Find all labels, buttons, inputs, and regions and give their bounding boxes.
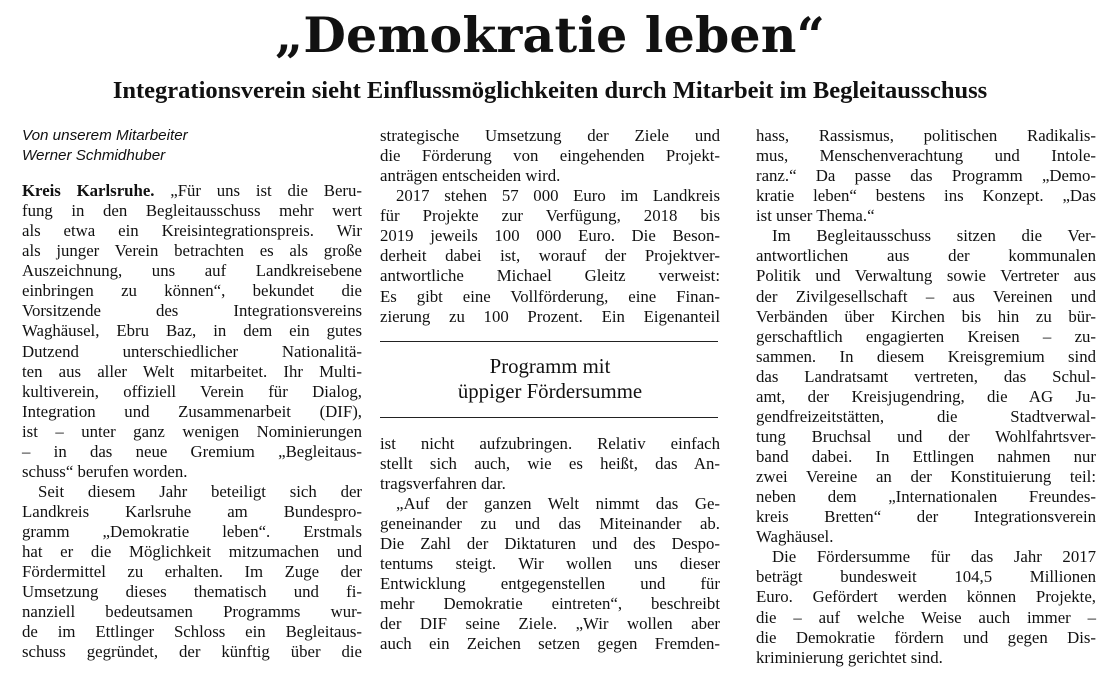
paragraph-line: Seit diesem Jahr beteiligt sich der bbox=[38, 481, 362, 501]
paragraph-line: tentums steigt. Wir wollen uns dieser bbox=[380, 554, 720, 573]
paragraph-line: Entwicklung entgegenstellen und für bbox=[380, 574, 720, 594]
paragraph-line: hass, Rassismus, politischen Radikalis- bbox=[756, 126, 1096, 145]
byline-author-name: Werner Schmidhuber bbox=[22, 147, 166, 164]
paragraph-line: nanziell bedeutsamen Programms wur- bbox=[22, 602, 362, 622]
paragraph-line: die – auf welche Weise auch immer – bbox=[756, 607, 1096, 627]
byline-author-role: Von unserem Mitarbeiter bbox=[22, 127, 188, 144]
column-1 bbox=[22, 126, 362, 663]
paragraph-line: band dabei. In Ettlingen nahmen nur bbox=[756, 447, 1096, 466]
paragraph-line: beträgt bundesweit 104,5 Millionen bbox=[756, 567, 1096, 587]
paragraph-line: Politik und Verwaltung sowie Vertreter aus bbox=[756, 266, 1096, 286]
paragraph-line: schuss gegründet, der künftig über die bbox=[22, 642, 362, 662]
paragraph-line: ist nicht aufzubringen. Relativ einfach bbox=[380, 433, 720, 453]
paragraph-line: Waghäusel. bbox=[756, 527, 834, 547]
paragraph-line: tragsverfahren dar. bbox=[380, 473, 506, 493]
paragraph-line: ranz.“ Da passe das Programm „Demo- bbox=[756, 166, 1096, 186]
paragraph-line: die Demokratie fördern und gegen Dis- bbox=[756, 627, 1096, 647]
paragraph-line: für Projekte zur Verfügung, 2018 bis bbox=[380, 206, 720, 226]
paragraph-line: de im Ettlinger Schloss ein Begleitaus- bbox=[22, 622, 362, 642]
paragraph-line: gerschaftlich engagierten Kreisen – zu- bbox=[756, 326, 1096, 346]
paragraph-line: Landkreis Karlsruhe am Bundespro- bbox=[22, 502, 362, 521]
paragraph-line: – in das neue Gremium „Begleitaus- bbox=[22, 441, 362, 461]
paragraph-line: auch ein Zeichen setzen gegen Fremden- bbox=[380, 634, 720, 654]
headline: „Demokratie leben“ bbox=[274, 6, 826, 64]
paragraph-line: hat er die Möglichkeit mitzumachen und bbox=[22, 542, 362, 562]
paragraph-line: kratie leben“ bestens ins Konzept. „Das bbox=[756, 186, 1096, 206]
paragraph-line: Im Begleitausschuss sitzen die Ver- bbox=[772, 226, 1096, 246]
paragraph-line: das Landratsamt vertreten, das Schul- bbox=[756, 366, 1096, 386]
paragraph-line: Es gibt eine Vollförderung, eine Finan- bbox=[380, 286, 720, 306]
paragraph-line: sammen. In diesem Kreisgremium sind bbox=[756, 346, 1096, 366]
paragraph-line: Die Fördersumme für das Jahr 2017 bbox=[772, 547, 1096, 567]
paragraph-line: Vorsitzende des Integrationsvereins bbox=[22, 301, 362, 321]
paragraph-line: zwei Vereine an der Konstituierung teil: bbox=[756, 467, 1096, 487]
paragraph-line: kriminierung gerichtet sind. bbox=[756, 647, 943, 667]
column-3 bbox=[756, 126, 1096, 668]
paragraph-line: 2017 stehen 57 000 Euro im Landkreis bbox=[396, 186, 720, 206]
paragraph-line: tung Bruchsal und der Wohlfahrtsver- bbox=[756, 426, 1096, 446]
paragraph-line: antwortliche Michael Gleitz verweist: bbox=[380, 266, 720, 286]
paragraph-line: die Förderung von eingehenden Projekt- bbox=[380, 146, 720, 166]
paragraph-line: einbringen zu können“, bekundet die bbox=[22, 281, 362, 301]
paragraph-line: als etwa ein Kreisintegrationspreis. Wir bbox=[22, 221, 362, 241]
paragraph-line: Umsetzung dieses thematisch und fi- bbox=[22, 582, 362, 602]
paragraph-line: als junger Verein betrachten es als große bbox=[22, 241, 362, 261]
paragraph-line: strategische Umsetzung der Ziele und bbox=[380, 126, 720, 145]
column-2 bbox=[380, 126, 720, 654]
paragraph-line: neben dem „Internationalen Freundes- bbox=[756, 487, 1096, 507]
paragraph-line: amt, der Kreisjugendring, die AG Ju- bbox=[756, 386, 1096, 406]
paragraph-line: Verbänden über Kirchen bis hin zu bür- bbox=[756, 306, 1096, 326]
paragraph-line: derheit dabei ist, worauf der Projektver- bbox=[380, 246, 720, 266]
paragraph-line: der DIF seine Ziele. „Wir wollen aber bbox=[380, 614, 720, 634]
paragraph-line: ten aus aller Welt mitarbeitet. Ihr Multi- bbox=[22, 361, 362, 381]
paragraph-line: Integration und Zusammenarbeit (DIF), bbox=[22, 401, 362, 421]
paragraph-line: „Auf der ganzen Welt nimmt das Ge- bbox=[396, 493, 720, 513]
paragraph-line: mehr Demokratie eintreten“, beschreibt bbox=[380, 594, 720, 614]
paragraph-line: Dutzend unterschiedlicher Nationalitä- bbox=[22, 341, 362, 361]
intertitle bbox=[380, 342, 720, 404]
paragraph-line: gramm „Demokratie leben“. Erstmals bbox=[22, 522, 362, 542]
paragraph-line: ist – unter ganz wenigen Nominierungen bbox=[22, 421, 362, 441]
paragraph-line: fung in den Begleitausschuss mehr wert bbox=[22, 201, 362, 221]
paragraph-line: Waghäusel, Ebru Baz, in dem ein gutes bbox=[22, 321, 362, 341]
dateline: Kreis Karlsruhe. bbox=[22, 181, 155, 200]
subheadline: Integrationsverein sieht Einflussmöglichkeiten durch Mitarbeit im Begleitausschuss bbox=[112, 77, 988, 104]
paragraph-line: stellt sich auch, wie es heißt, das An- bbox=[380, 453, 720, 473]
paragraph-line: gendfreizeitstätten, die Stadtverwal- bbox=[756, 406, 1096, 426]
paragraph-line: der Zivilgesellschaft – aus Vereinen und bbox=[756, 286, 1096, 306]
intertitle-line: üppiger Fördersumme bbox=[457, 379, 643, 403]
paragraph-line: mus, Menschenverachtung und Intole- bbox=[756, 146, 1096, 166]
paragraph-line: 2019 jeweils 100 000 Euro. Die Beson- bbox=[380, 226, 720, 246]
paragraph-line: anträgen entscheiden wird. bbox=[380, 166, 561, 186]
paragraph-line: zierung zu 100 Prozent. Ein Eigenanteil bbox=[380, 306, 720, 326]
paragraph-line: antwortlichen aus der kommunalen bbox=[756, 246, 1096, 266]
intertitle-line: Programm mit bbox=[489, 354, 611, 378]
paragraph-line: Kreis Karlsruhe. „Für uns ist die Beru- bbox=[22, 181, 362, 200]
paragraph-line: Auszeichnung, uns auf Landkreisebene bbox=[22, 261, 362, 281]
paragraph-line: Die Zahl der Diktaturen und des Despo- bbox=[380, 533, 720, 553]
paragraph-line: Fördermittel zu erhalten. Im Zuge der bbox=[22, 562, 362, 582]
paragraph-line: kultiverein, offiziell Verein für Dialog, bbox=[22, 381, 362, 401]
paragraph-line: Euro. Gefördert werden können Projekte, bbox=[756, 587, 1096, 607]
paragraph-line: geneinander zu und das Miteinander ab. bbox=[380, 513, 720, 533]
paragraph-line: ist unser Thema.“ bbox=[756, 206, 875, 226]
intertitle-bottom-rule bbox=[380, 417, 718, 418]
paragraph-line: kreis Bretten“ der Integrationsverein bbox=[756, 507, 1096, 527]
paragraph-line: schuss“ berufen worden. bbox=[22, 461, 188, 481]
